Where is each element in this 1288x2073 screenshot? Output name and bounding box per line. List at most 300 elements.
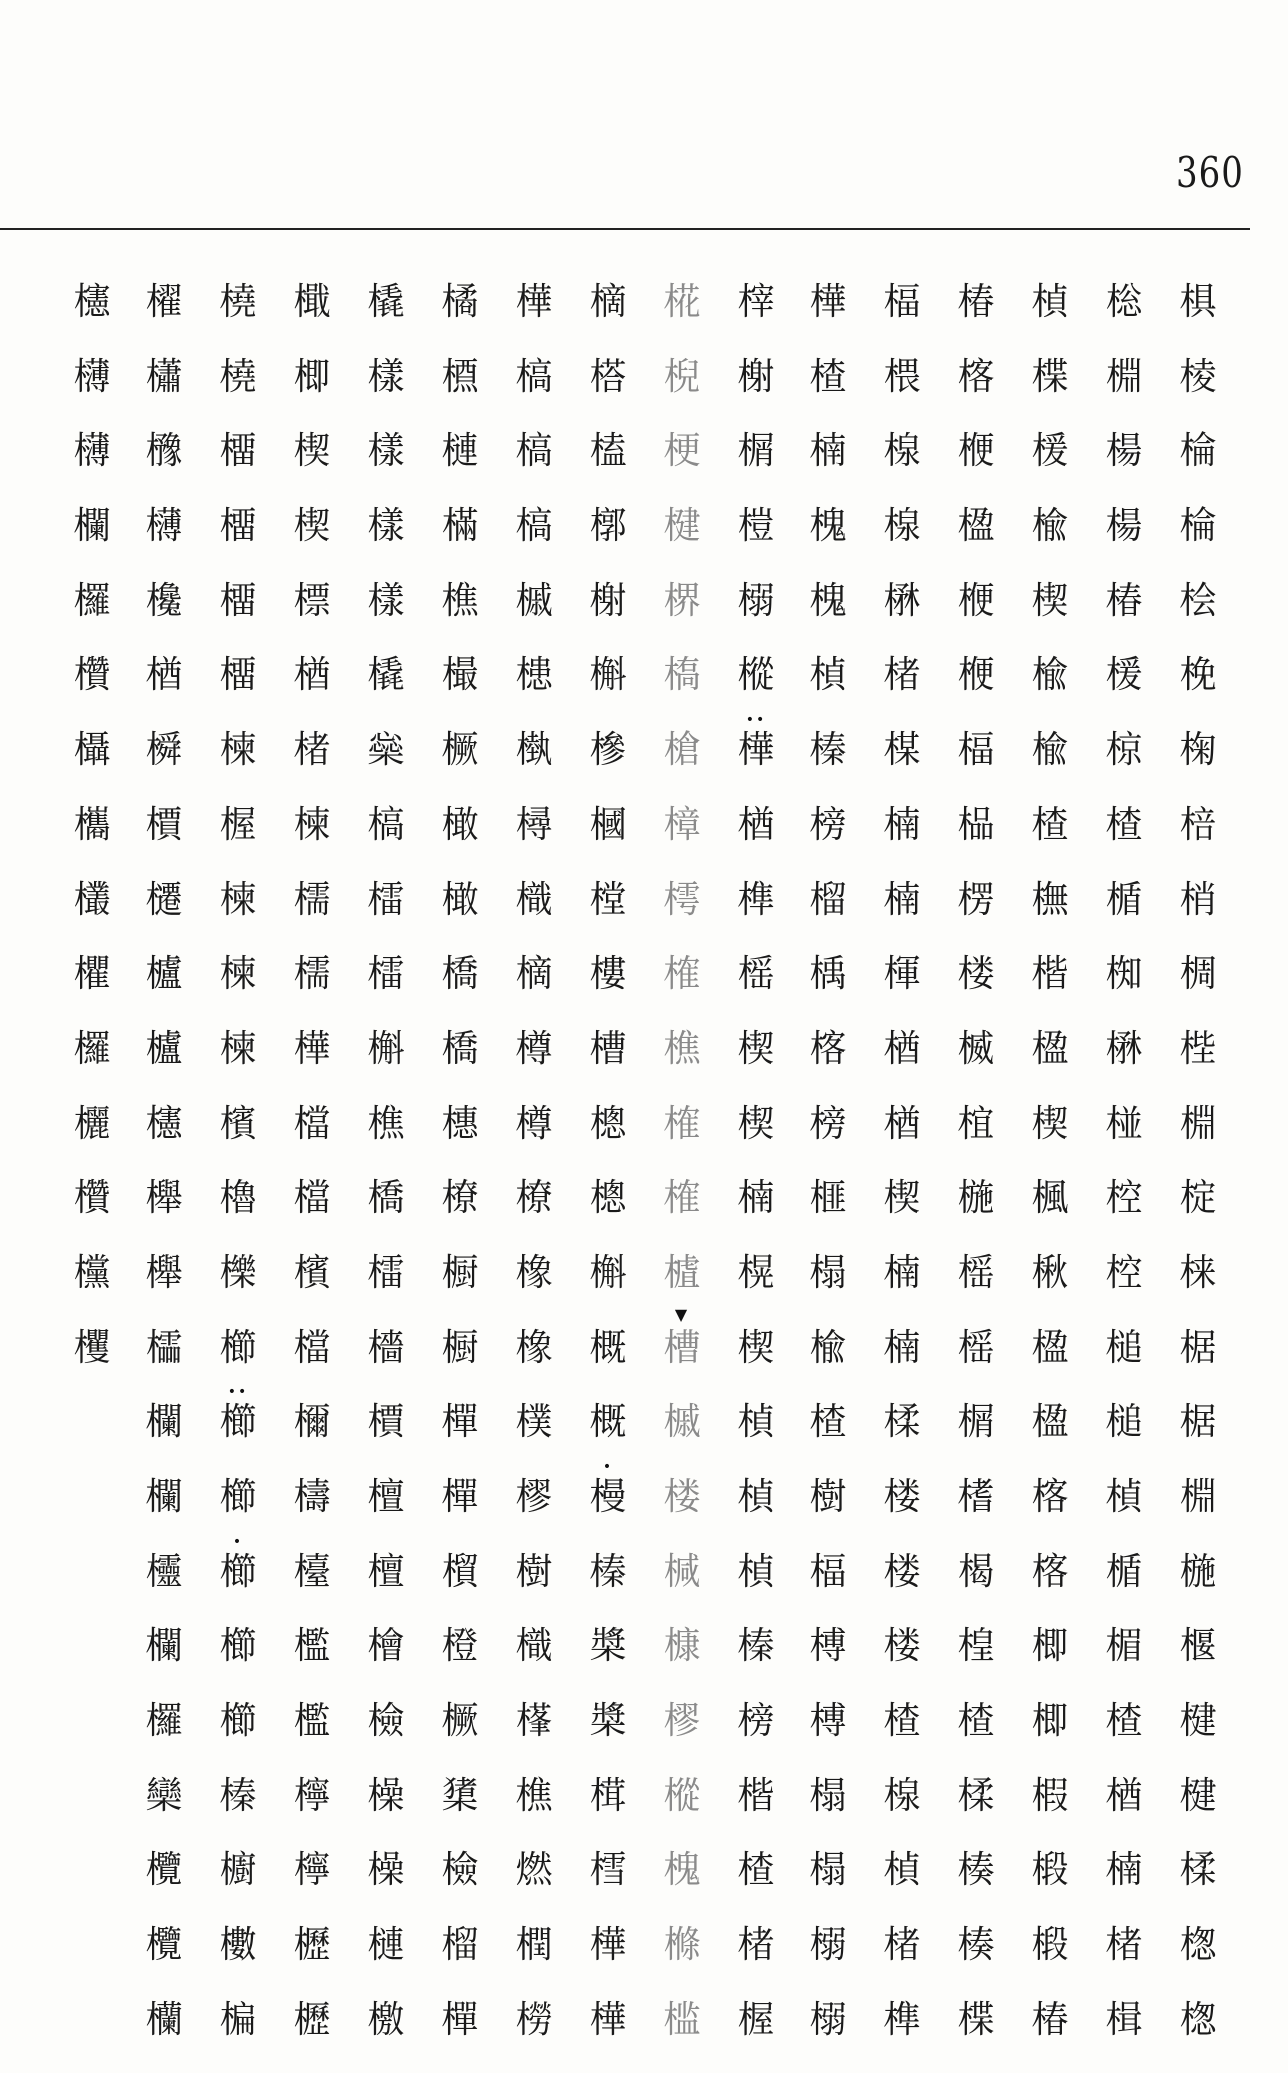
- kanji-character: 樺: [293, 1026, 331, 1070]
- kanji-character: 槽: [589, 1026, 627, 1070]
- kanji-character: 榰: [957, 1475, 995, 1518]
- character-cell: [872, 653, 932, 728]
- kanji-character: 橈: [219, 354, 257, 398]
- character-cell: [1168, 1027, 1228, 1102]
- character-cell: [726, 429, 786, 504]
- kanji-character: 橊: [219, 429, 257, 473]
- kanji-character: 櫓: [219, 1176, 257, 1220]
- kanji-character: 榜: [809, 802, 847, 846]
- kanji-character: 楬: [957, 1549, 995, 1593]
- character-cell: [282, 1102, 342, 1177]
- character-cell: [652, 1304, 712, 1401]
- kanji-character: 檳: [219, 1101, 257, 1145]
- character-cell: [652, 1400, 712, 1475]
- character-cell: [652, 504, 712, 579]
- kanji-character: 楫: [1105, 1997, 1143, 2041]
- character-column: [872, 280, 932, 2073]
- kanji-character: 檣: [367, 1325, 405, 1369]
- kanji-character: 樅: [737, 653, 775, 697]
- character-cell: [1168, 280, 1228, 355]
- character-cell: [430, 1923, 490, 1998]
- kanji-character: 榜: [737, 1699, 775, 1743]
- kanji-character: 樿: [441, 1997, 479, 2041]
- character-cell: [946, 803, 1006, 878]
- kanji-character: 欗: [145, 1997, 183, 2041]
- kanji-character: 欄: [145, 1475, 183, 1518]
- kanji-character: 欂: [145, 504, 183, 548]
- character-cell: [726, 504, 786, 579]
- kanji-character: 槺: [663, 1624, 701, 1668]
- kanji-character: 欄: [145, 1624, 183, 1668]
- kanji-character: 櫸: [145, 1250, 183, 1294]
- character-cell: [504, 803, 564, 878]
- character-cell: [356, 1774, 416, 1849]
- kanji-character: 檳: [293, 1250, 331, 1294]
- character-cell: [652, 579, 712, 654]
- character-cell: [1168, 878, 1228, 953]
- character-cell: [1094, 1550, 1154, 1625]
- character-cell: [282, 1998, 342, 2073]
- kanji-character: 欐: [73, 1101, 111, 1145]
- kanji-character: 橄: [441, 877, 479, 921]
- character-cell: [1020, 1176, 1080, 1251]
- character-cell: [578, 803, 638, 878]
- kanji-character: 椋: [1105, 728, 1143, 772]
- character-cell: [1168, 728, 1228, 803]
- kanji-character: 欏: [73, 578, 111, 622]
- character-cell: [134, 803, 194, 878]
- kanji-character: 楢: [1105, 1773, 1143, 1817]
- character-cell: [946, 1923, 1006, 1998]
- kanji-character: 楙: [883, 578, 921, 622]
- character-cell: [798, 1923, 858, 1998]
- kanji-character: 橈: [219, 280, 257, 323]
- kanji-character: 橘: [441, 280, 479, 323]
- character-cell: [356, 1400, 416, 1475]
- character-cell: [134, 653, 194, 728]
- kanji-character: 橾: [367, 1773, 405, 1817]
- kanji-character: 檷: [293, 1400, 331, 1444]
- kanji-character: 標: [293, 578, 331, 622]
- character-cell: [798, 878, 858, 953]
- character-cell: [798, 579, 858, 654]
- kanji-character: 欒: [145, 1773, 183, 1817]
- kanji-character: 梐: [1179, 1026, 1217, 1070]
- character-cell: [1094, 579, 1154, 654]
- kanji-character: 楮: [883, 1923, 921, 1967]
- kanji-character: 橯: [515, 1997, 553, 2041]
- character-cell: [430, 355, 490, 430]
- kanji-character: 楼: [663, 1475, 701, 1518]
- kanji-character: 棆: [1179, 504, 1217, 548]
- kanji-character: 榥: [737, 1250, 775, 1294]
- character-cell: [946, 504, 1006, 579]
- kanji-character: 椴: [1031, 1848, 1069, 1892]
- character-cell: [62, 728, 122, 803]
- character-cell: [430, 1624, 490, 1699]
- character-cell: [282, 1550, 342, 1625]
- character-cell: [798, 728, 858, 803]
- character-cell: [1168, 1848, 1228, 1923]
- character-cell: [872, 280, 932, 355]
- kanji-character: 槁: [515, 504, 553, 548]
- kanji-character: 樿: [441, 1400, 479, 1444]
- character-cell: [1094, 1326, 1154, 1401]
- character-cell: [134, 728, 194, 803]
- kanji-character: 檯: [293, 1549, 331, 1593]
- kanji-character: 欉: [73, 877, 111, 921]
- kanji-character: 榍: [737, 429, 775, 473]
- kanji-character: 楅: [809, 1549, 847, 1593]
- character-cell: [134, 429, 194, 504]
- character-cell: [872, 1624, 932, 1699]
- character-cell: [652, 952, 712, 1027]
- kanji-character: 榑: [809, 1624, 847, 1668]
- character-cell: [504, 504, 564, 579]
- character-cell: [872, 1848, 932, 1923]
- kanji-character: 檜: [367, 1624, 405, 1668]
- character-cell: [356, 429, 416, 504]
- character-cell: [726, 1027, 786, 1102]
- kanji-character: 櫶: [73, 280, 111, 323]
- character-column: [504, 280, 564, 2073]
- character-cell: [504, 1774, 564, 1849]
- kanji-character: 榻: [809, 1250, 847, 1294]
- kanji-character: 橓: [145, 728, 183, 772]
- kanji-character: 檝: [293, 280, 331, 323]
- character-cell: [504, 355, 564, 430]
- character-cell: [578, 1251, 638, 1326]
- character-cell: [208, 1923, 268, 1998]
- kanji-character: 槭: [663, 1400, 701, 1444]
- character-cell: [1094, 1848, 1154, 1923]
- character-cell: [208, 1027, 268, 1102]
- character-cell: [798, 1848, 858, 1923]
- character-cell: [798, 1774, 858, 1849]
- kanji-character: 楩: [957, 578, 995, 622]
- kanji-character: 欄: [145, 1400, 183, 1444]
- character-cell: [798, 1998, 858, 2073]
- character-cell: [1020, 1848, 1080, 1923]
- kanji-character: 檀: [367, 1475, 405, 1518]
- character-cell: [1020, 1699, 1080, 1774]
- kanji-character: 椈: [1179, 728, 1217, 772]
- character-cell: [208, 1624, 268, 1699]
- kanji-character: 槐: [809, 504, 847, 548]
- kanji-character: 楮: [1105, 1923, 1143, 1967]
- kanji-character: 欃: [145, 578, 183, 622]
- kanji-character: 欑: [73, 653, 111, 697]
- kanji-character: 橛: [441, 1699, 479, 1743]
- kanji-character: 檸: [293, 1848, 331, 1892]
- kanji-character: 楃: [219, 802, 257, 846]
- character-cell: [282, 653, 342, 728]
- kanji-character: 橋: [441, 952, 479, 996]
- kanji-character: 榣: [957, 1250, 995, 1294]
- character-cell: [356, 1027, 416, 1102]
- kanji-character: 榭: [737, 354, 775, 398]
- kanji-character: 椿: [1105, 578, 1143, 622]
- kanji-character: 椗: [1179, 1176, 1217, 1220]
- kanji-character: 楄: [219, 1997, 257, 2041]
- character-cell: [578, 1102, 638, 1177]
- character-cell: [430, 878, 490, 953]
- character-cell: [798, 1176, 858, 1251]
- kanji-character: 榻: [809, 1773, 847, 1817]
- character-cell: [356, 1624, 416, 1699]
- kanji-character: 樛: [663, 1699, 701, 1743]
- kanji-character: 楔: [737, 1101, 775, 1145]
- kanji-character: 楖: [1031, 1699, 1069, 1743]
- kanji-character: 榴: [441, 1923, 479, 1967]
- character-cell: [282, 1326, 342, 1401]
- kanji-character: 楠: [737, 1176, 775, 1220]
- kanji-character: 楨: [1031, 280, 1069, 323]
- character-cell: [282, 280, 342, 355]
- character-cell: [134, 952, 194, 1027]
- character-cell: [1094, 952, 1154, 1027]
- kanji-character: 楡: [1031, 728, 1069, 772]
- character-cell: [872, 1923, 932, 1998]
- character-cell: [356, 1251, 416, 1326]
- character-cell: [946, 1699, 1006, 1774]
- character-cell: [1168, 803, 1228, 878]
- character-cell: [652, 355, 712, 430]
- character-cell: [1020, 803, 1080, 878]
- kanji-character: 欏: [145, 1699, 183, 1743]
- kanji-character: 楥: [1031, 429, 1069, 473]
- character-cell: [430, 579, 490, 654]
- character-cell: [430, 1176, 490, 1251]
- character-cell: [208, 1384, 268, 1475]
- kanji-character: 楾: [883, 504, 921, 548]
- kanji-character: 櫶: [145, 1101, 183, 1145]
- kanji-character: 榧: [809, 1176, 847, 1220]
- character-cell: [356, 728, 416, 803]
- character-cell: [1168, 355, 1228, 430]
- kanji-character: 檻: [293, 1699, 331, 1743]
- character-cell: [872, 1998, 932, 2073]
- character-cell: [726, 1550, 786, 1625]
- kanji-character: 楼: [883, 1624, 921, 1668]
- character-cell: [798, 280, 858, 355]
- character-cell: [578, 1550, 638, 1625]
- kanji-character: 樣: [367, 504, 405, 548]
- character-cell: [504, 653, 564, 728]
- kanji-character: 樺: [515, 280, 553, 323]
- kanji-character: 樀: [589, 280, 627, 323]
- kanji-character: 棿: [663, 354, 701, 398]
- kanji-character: 檮: [293, 1475, 331, 1518]
- kanji-character: 楃: [737, 1997, 775, 2041]
- kanji-character: 橍: [515, 1923, 553, 1967]
- character-cell: [356, 504, 416, 579]
- kanji-character: 檀: [367, 1549, 405, 1593]
- character-cell: [208, 1699, 268, 1774]
- kanji-character: 楀: [809, 952, 847, 996]
- character-cell: [504, 1400, 564, 1475]
- character-cell: [62, 355, 122, 430]
- character-cell: [1168, 1998, 1228, 2073]
- kanji-character: 榫: [883, 1997, 921, 2041]
- character-cell: [872, 1027, 932, 1102]
- kanji-character: 樹: [809, 1475, 847, 1518]
- character-cell: [1168, 1699, 1228, 1774]
- character-cell: [1094, 1699, 1154, 1774]
- kanji-character: 樵: [441, 578, 479, 622]
- character-cell: [208, 504, 268, 579]
- kanji-character: 楨: [883, 1848, 921, 1892]
- kanji-character: 樹: [515, 1549, 553, 1593]
- character-cell: [872, 1102, 932, 1177]
- character-column: [652, 280, 712, 2073]
- kanji-character: 榙: [589, 354, 627, 398]
- kanji-character: 樣: [367, 429, 405, 473]
- character-cell: [282, 1027, 342, 1102]
- kanji-character: 楹: [1031, 1400, 1069, 1444]
- kanji-character: 楨: [1105, 1475, 1143, 1518]
- kanji-character: 槌: [1105, 1325, 1143, 1369]
- kanji-character: 楎: [883, 952, 921, 996]
- kanji-character: 樬: [589, 1176, 627, 1220]
- character-cell: [356, 1176, 416, 1251]
- character-column: [134, 280, 194, 2073]
- kanji-character: 櫲: [145, 429, 183, 473]
- character-cell: [208, 355, 268, 430]
- character-cell: [504, 952, 564, 1027]
- character-cell: [798, 1475, 858, 1550]
- character-cell: [282, 1848, 342, 1923]
- character-cell: [798, 1624, 858, 1699]
- character-cell: [652, 728, 712, 803]
- character-cell: [282, 1699, 342, 1774]
- character-cell: [62, 1176, 122, 1251]
- character-cell: [652, 803, 712, 878]
- kanji-character: 椻: [1179, 1624, 1217, 1668]
- character-cell: [578, 952, 638, 1027]
- character-cell: [726, 1998, 786, 2073]
- kanji-character: 槐: [809, 578, 847, 622]
- character-cell: [578, 1923, 638, 1998]
- kanji-character: 楼: [883, 1549, 921, 1593]
- kanji-character: 橄: [441, 802, 479, 846]
- kanji-character: 樺: [589, 1923, 627, 1967]
- character-cell: [578, 355, 638, 430]
- kanji-character: 楓: [1031, 1176, 1069, 1220]
- kanji-character: 橋: [441, 1026, 479, 1070]
- character-cell: [652, 878, 712, 953]
- kanji-character: 樗: [663, 877, 701, 921]
- character-cell: [946, 653, 1006, 728]
- kanji-character: 槤: [367, 1923, 405, 1967]
- kanji-character: 楞: [957, 877, 995, 921]
- kanji-character: 槽: [663, 1325, 701, 1369]
- kanji-character: 檔: [293, 1325, 331, 1369]
- kanji-character: 樣: [367, 354, 405, 398]
- character-cell: [1168, 1550, 1228, 1625]
- kanji-character: 楔: [737, 1325, 775, 1369]
- character-cell: [726, 1400, 786, 1475]
- kanji-character: 楝: [219, 952, 257, 996]
- character-cell: [134, 1400, 194, 1475]
- character-cell: [430, 728, 490, 803]
- kanji-character: 槳: [589, 1699, 627, 1743]
- kanji-character: 槾: [589, 1475, 627, 1518]
- character-column: [282, 280, 342, 2073]
- kanji-character: 楂: [957, 1699, 995, 1743]
- kanji-character: 楢: [737, 802, 775, 846]
- character-cell: [356, 952, 416, 1027]
- kanji-character: 椵: [1031, 1773, 1069, 1817]
- dot-marker-icon: ••: [745, 712, 767, 729]
- kanji-character: 橤: [367, 728, 405, 772]
- character-cell: [946, 1400, 1006, 1475]
- character-cell: [872, 1774, 932, 1849]
- character-cell: [652, 1550, 712, 1625]
- kanji-character: 楂: [883, 1699, 921, 1743]
- kanji-character: 檄: [367, 1997, 405, 2041]
- kanji-character: 橋: [367, 1176, 405, 1220]
- kanji-character: 楂: [809, 354, 847, 398]
- kanji-character: 橡: [515, 1250, 553, 1294]
- kanji-character: 楺: [1179, 1848, 1217, 1892]
- kanji-character: 槨: [589, 504, 627, 548]
- character-cell: [62, 280, 122, 355]
- kanji-character: 欇: [73, 728, 111, 772]
- character-cell: [430, 1251, 490, 1326]
- character-cell: [356, 1102, 416, 1177]
- kanji-character: 楊: [1105, 504, 1143, 548]
- kanji-character: 橾: [367, 1848, 405, 1892]
- kanji-character: 楺: [883, 1400, 921, 1444]
- character-cell: [282, 1400, 342, 1475]
- kanji-character: 楐: [663, 578, 701, 622]
- kanji-character: 榛: [219, 1773, 257, 1817]
- kanji-character: 榫: [737, 877, 775, 921]
- kanji-character: 椌: [1105, 1176, 1143, 1220]
- kanji-character: 楢: [293, 653, 331, 697]
- character-cell: [578, 1176, 638, 1251]
- kanji-character: 楗: [663, 504, 701, 548]
- character-cell: [1094, 1251, 1154, 1326]
- kanji-character: 楤: [1179, 1997, 1217, 2041]
- character-column: [208, 280, 268, 2073]
- character-cell: [282, 504, 342, 579]
- kanji-character: 楗: [1179, 1773, 1217, 1817]
- character-cell: [1168, 1176, 1228, 1251]
- kanji-character: 欂: [73, 354, 111, 398]
- character-cell: [134, 1027, 194, 1102]
- character-cell: [208, 1998, 268, 2073]
- character-cell: [946, 728, 1006, 803]
- kanji-character: 榻: [809, 1848, 847, 1892]
- character-cell: [282, 1923, 342, 1998]
- kanji-character: 橞: [441, 1101, 479, 1145]
- character-cell: [798, 1400, 858, 1475]
- kanji-character: 樥: [515, 1699, 553, 1743]
- character-cell: [430, 1027, 490, 1102]
- character-cell: [208, 1848, 268, 1923]
- character-cell: [578, 1459, 638, 1550]
- kanji-character: 楩: [957, 429, 995, 473]
- character-cell: [504, 429, 564, 504]
- character-cell: [282, 1624, 342, 1699]
- kanji-character: 橊: [219, 578, 257, 622]
- kanji-character: 概: [589, 1325, 627, 1369]
- character-cell: [726, 878, 786, 953]
- triangle-marker-icon: ▼: [674, 1304, 690, 1324]
- character-cell: [946, 1176, 1006, 1251]
